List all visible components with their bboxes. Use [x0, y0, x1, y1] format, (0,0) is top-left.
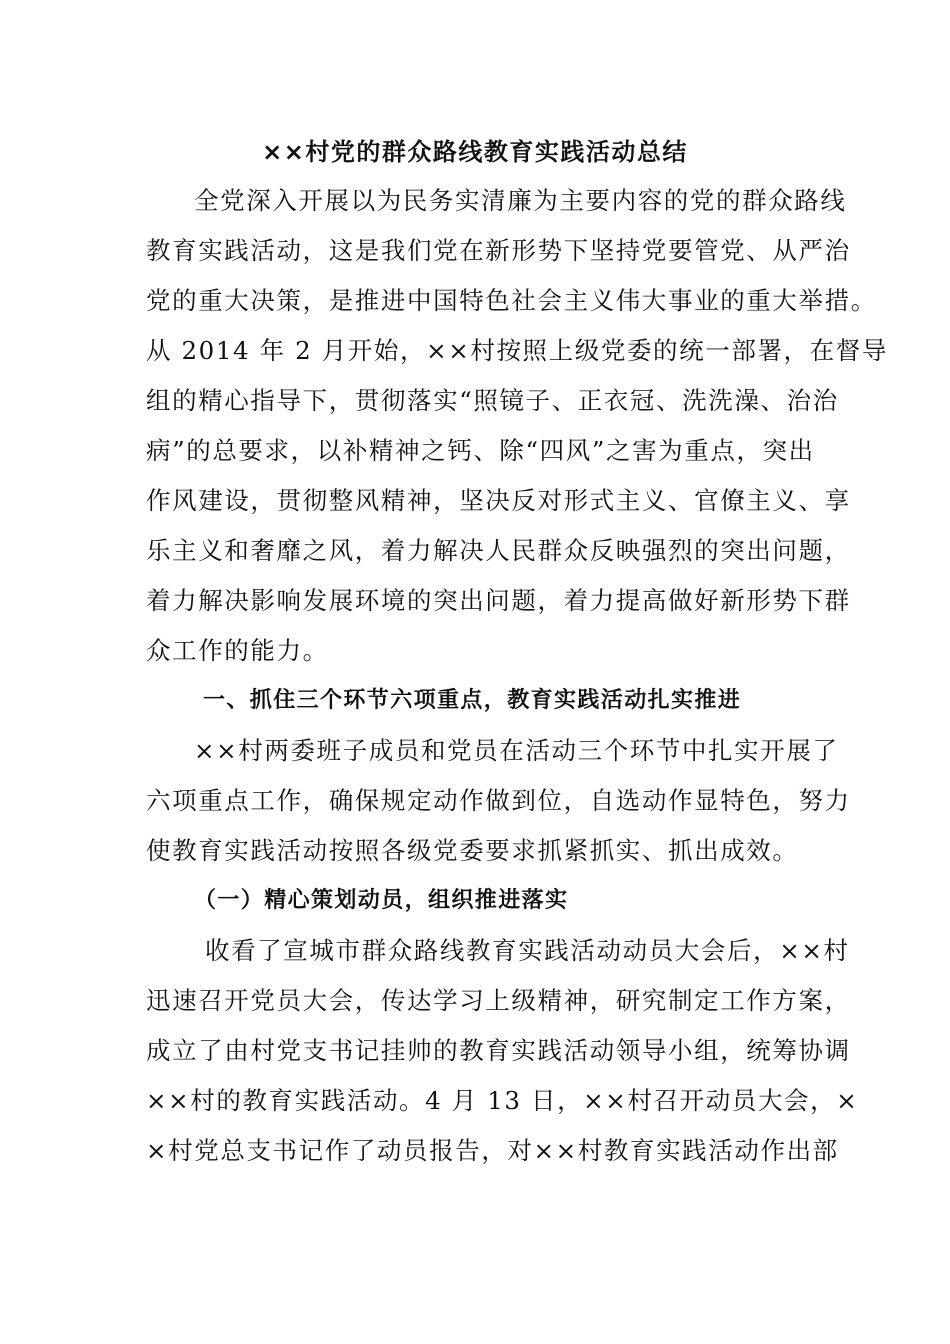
- intro-line-2: 教育实践活动，这是我们党在新形势下坚持党要管党、从严治: [146, 236, 851, 265]
- document-title: ××村党的群众路线教育实践活动总结: [262, 138, 688, 166]
- subsection-1-line-5: ×村党总支书记作了动员报告，对××村教育实践活动作出部: [146, 1136, 839, 1165]
- intro-line-6: 病”的总要求，以补精神之钙、除“四风”之害为重点，突出: [146, 436, 815, 465]
- intro-line-4: 从 2014 年 2 月开始，××村按照上级党委的统一部署，在督导: [146, 336, 888, 365]
- intro-line-10: 众工作的能力。: [146, 636, 329, 665]
- intro-line-8: 乐主义和奢靡之风，着力解决人民群众反映强烈的突出问题，: [146, 536, 851, 565]
- intro-line-7: 作风建设，贯彻整风精神，坚决反对形式主义、官僚主义、享: [146, 486, 851, 515]
- subsection-1-heading: （一）精心策划动员，组织推进落实: [194, 888, 569, 913]
- intro-line-3: 党的重大决策，是推进中国特色社会主义伟大事业的重大举措。: [146, 286, 877, 315]
- intro-line-9: 着力解决影响发展环境的突出问题，着力提高做好新形势下群: [146, 586, 851, 615]
- subsection-1-line-1: 收看了宣城市群众路线教育实践活动动员大会后，××村: [205, 936, 850, 965]
- section-1-line-2: 六项重点工作，确保规定动作做到位，自选动作显特色，努力: [146, 786, 851, 815]
- intro-line-1: 全党深入开展以为民务实清廉为主要内容的党的群众路线: [194, 186, 847, 215]
- subsection-1-line-3: 成立了由村党支书记挂帅的教育实践活动领导小组，统筹协调: [146, 1036, 851, 1065]
- subsection-1-line-2: 迅速召开党员大会，传达学习上级精神，研究制定工作方案，: [146, 986, 851, 1015]
- intro-line-5: 组的精心指导下，贯彻落实“照镜子、正衣冠、洗洗澡、治治: [146, 386, 839, 415]
- subsection-1-line-4: ××村的教育实践活动。4 月 13 日，××村召开动员大会，×: [146, 1086, 859, 1115]
- section-1-line-3: 使教育实践活动按照各级党委要求抓紧抓实、抓出成效。: [146, 836, 799, 865]
- section-1-heading: 一、抓住三个环节六项重点，教育实践活动扎实推进: [203, 688, 742, 713]
- section-1-line-1: ××村两委班子成员和党员在活动三个环节中扎实开展了: [194, 736, 839, 765]
